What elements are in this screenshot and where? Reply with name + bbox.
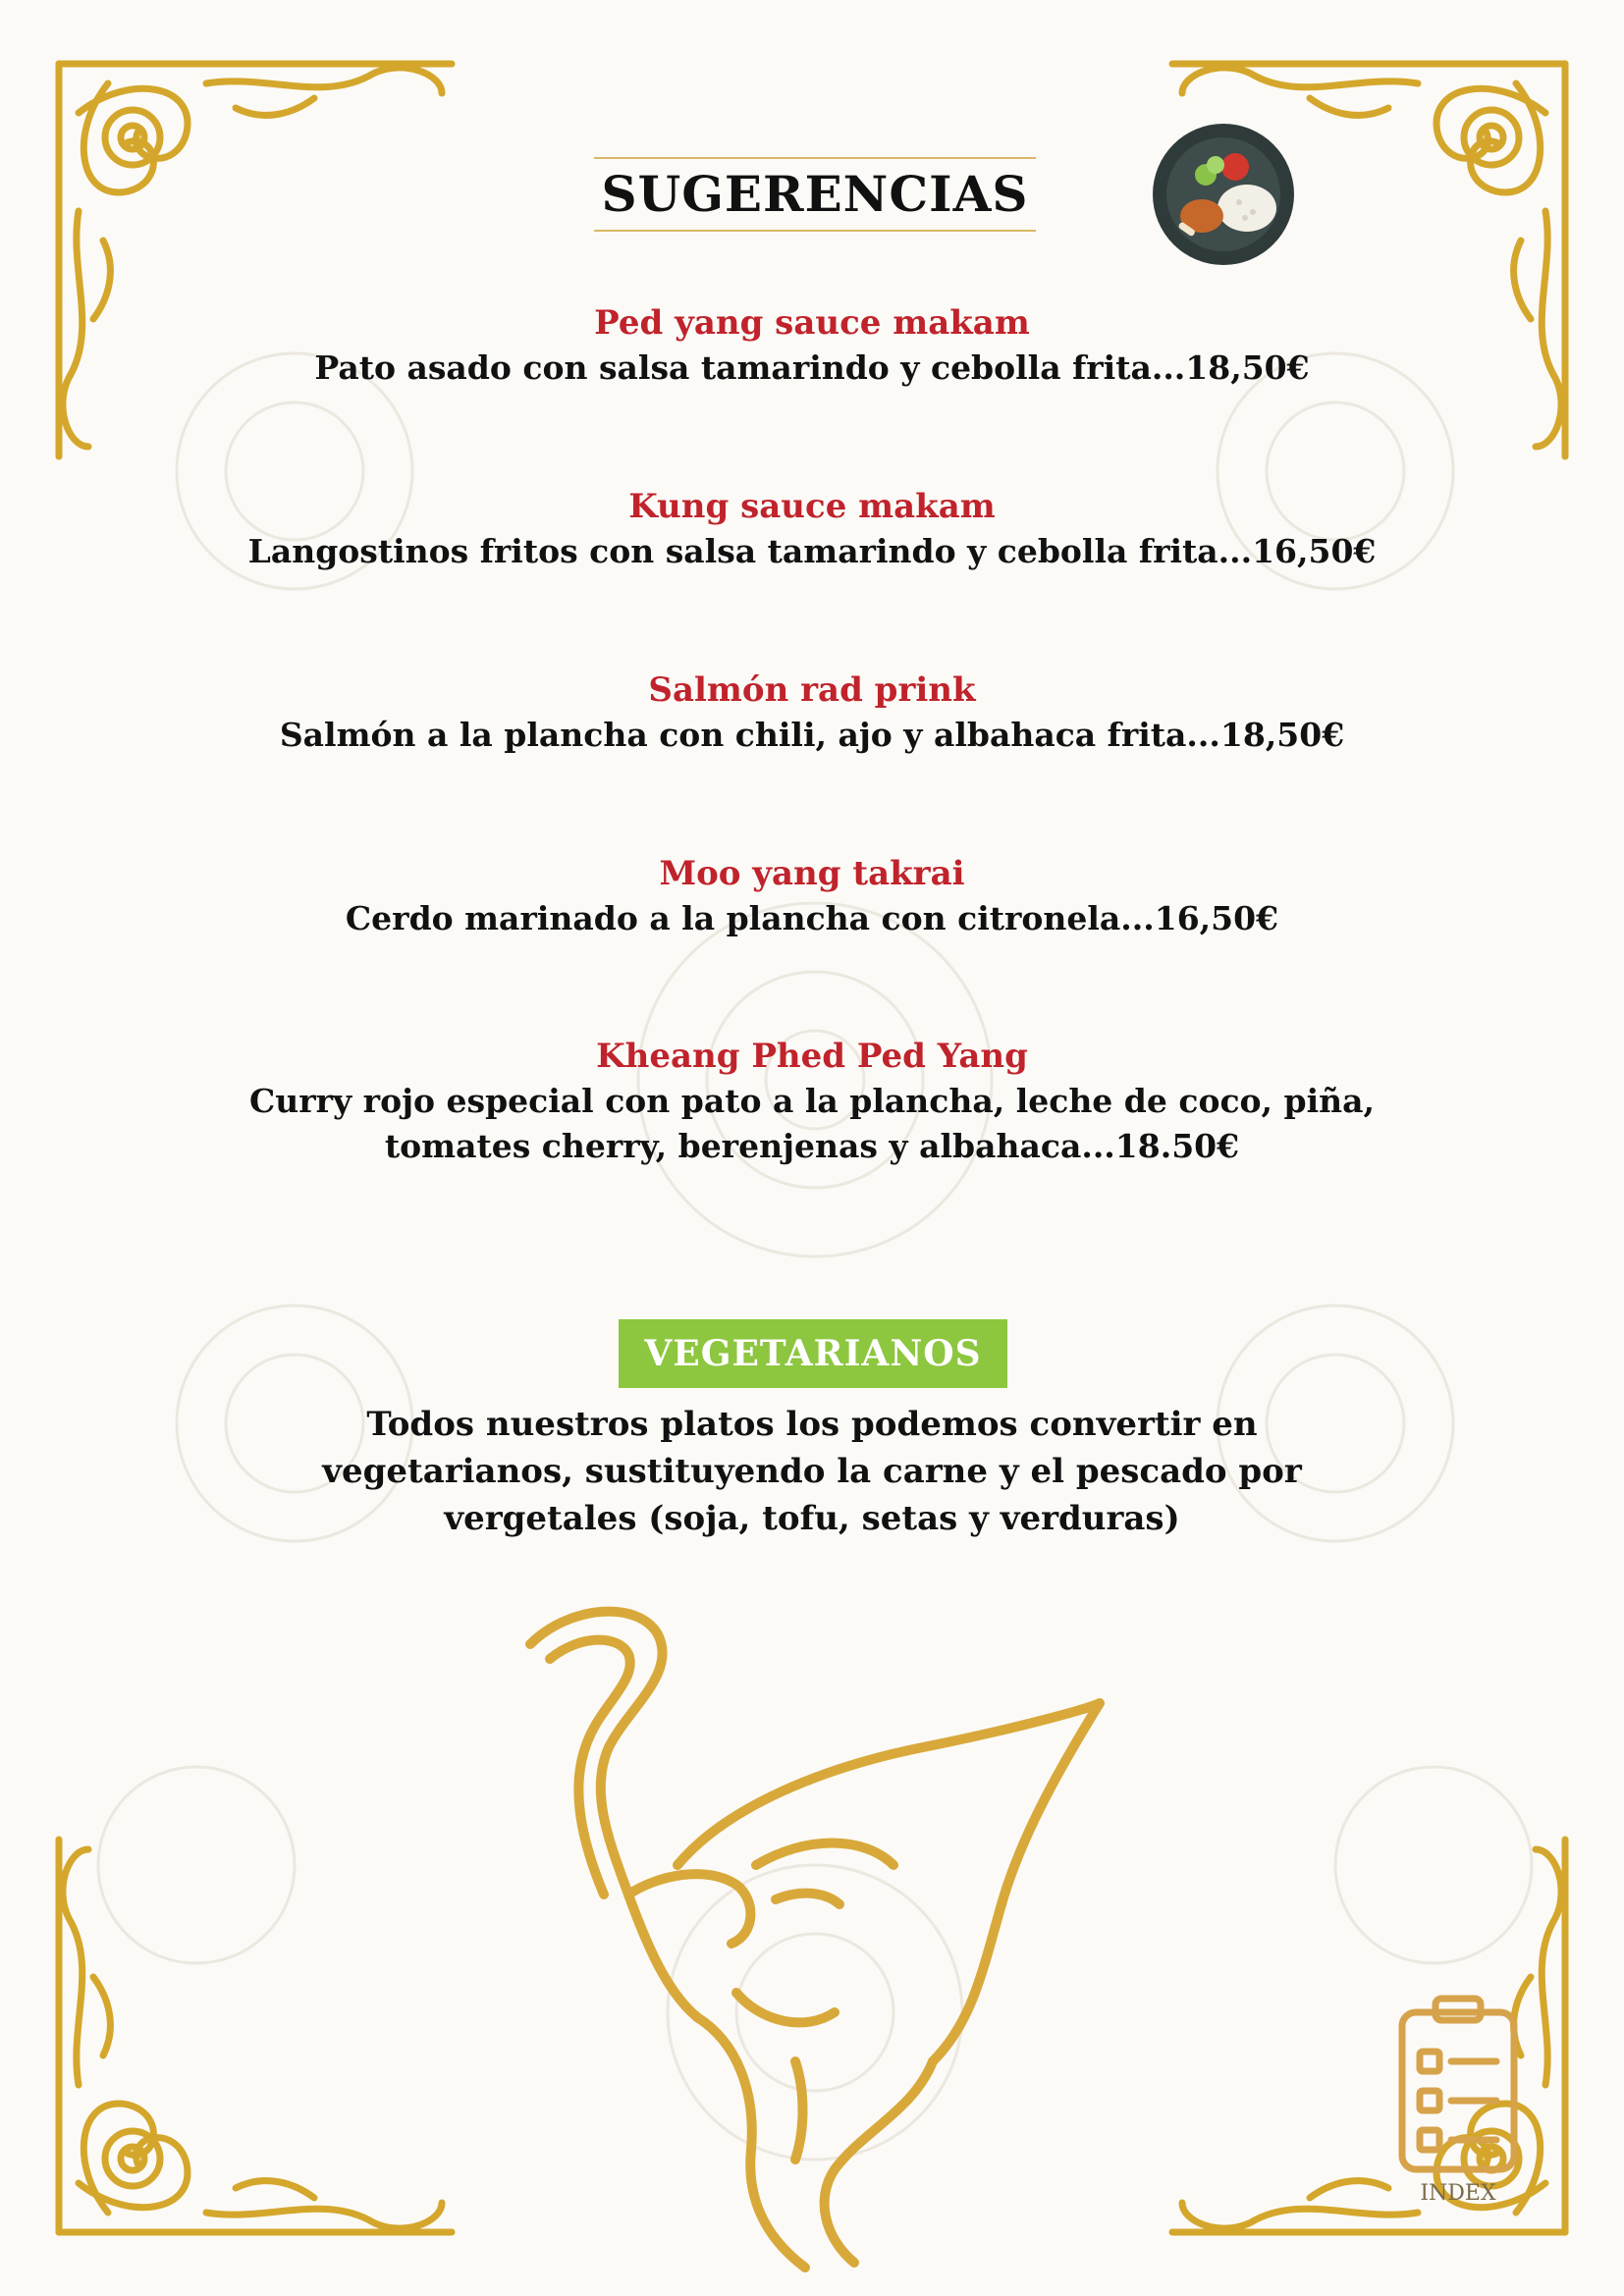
dish-item [147,484,1477,574]
corner-ornament-top-left [49,54,461,466]
vegetarian-note-line: vegetarianos, sustituyendo la carne y el pescado por [322,1452,1302,1491]
page-title: SUGERENCIAS [594,157,1036,232]
dish-description: tomates cherry, berenjenas y albahaca...18.50€ [384,1127,1240,1165]
dish-name: Salmón rad prink [648,670,976,710]
vegetarian-badge: VEGETARIANOS [619,1319,1007,1388]
vegetarian-note [245,1401,1379,1542]
dish-name: Ped yang sauce makam [594,303,1030,343]
dish-item [147,667,1477,758]
dish-description: Pato asado con salsa tamarindo y cebolla frita...18,50€ [314,348,1310,387]
dish-name: Kung sauce makam [628,487,996,526]
dish-name: Kheang Phed Ped Yang [596,1037,1028,1076]
dish-item [147,300,1477,391]
dish-item [147,851,1477,941]
dish-description: Langostinos fritos con salsa tamarindo y cebolla frita...16,50€ [247,532,1377,570]
index-button[interactable] [1394,1993,1522,2209]
index-menu-icon [1394,1993,1522,2179]
elephant-logo [511,1600,1119,2277]
food-plate-icon [1151,122,1296,267]
dish-description: Curry rojo especial con pato a la plancha, leche de coco, piña, [248,1082,1376,1120]
corner-ornament-bottom-left [49,1830,461,2242]
dish-description: Salmón a la plancha con chili, ajo y albahaca frita...18,50€ [279,716,1345,754]
index-label: INDEX [1420,2181,1496,2206]
dish-item [147,1034,1477,1169]
vegetarian-note-line: vergetales (soja, tofu, setas y verduras) [444,1499,1180,1538]
dish-description: Cerdo marinado a la plancha con citronela...16,50€ [345,899,1279,937]
vegetarian-note-line: Todos nuestros platos los podemos convertir en [366,1405,1258,1444]
dish-name: Moo yang takrai [659,854,965,893]
